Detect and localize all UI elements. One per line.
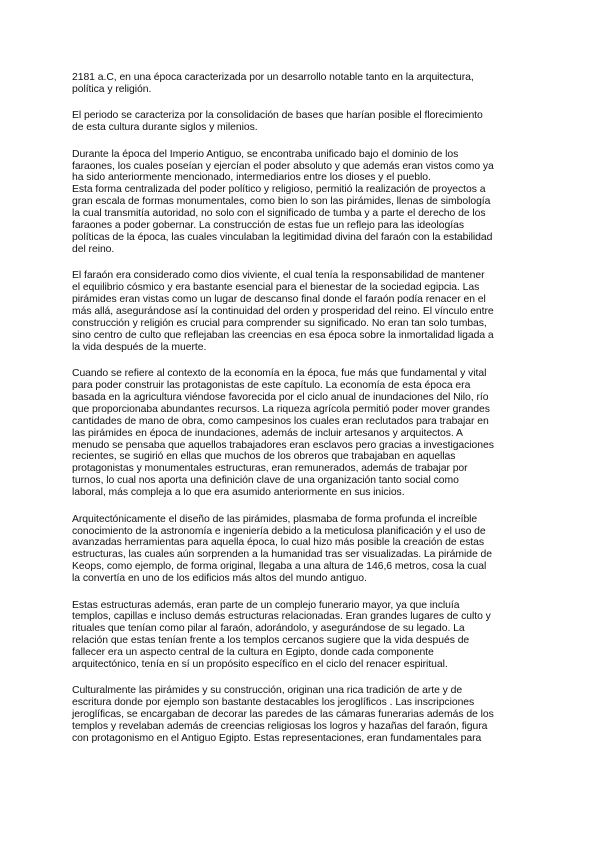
paragraph xyxy=(72,600,532,671)
text-line: de esta cultura durante siglos y milenios. xyxy=(72,122,258,134)
text-line: que proporcionaba abundantes recursos. La riqueza agrícola permitió poder mover grandes xyxy=(72,403,490,415)
text-line: la cual transmitía autoridad, no solo con el significado de tumba y a parte el derecho de los xyxy=(72,208,486,220)
text-line: basada en la agricultura viéndose favorecida por el ciclo anual de inundaciones del Nilo, río xyxy=(72,391,489,403)
paragraph xyxy=(72,685,532,745)
text-line: estructuras, las cuales aún sorprenden a la humanidad tras ser visualizadas. La pirámide de xyxy=(72,549,492,561)
paragraph xyxy=(72,149,532,256)
text-line: sino centro de culto que reflejaban las creencias en esa época sobre la inmortalidad ligada a xyxy=(72,329,494,341)
text-line: Esta forma centralizada del poder político y religioso, permitió la realización de proyectos a xyxy=(72,184,486,196)
text-line: escritura donde por ejemplo son bastante destacables los jeroglíficos . Las inscripciones xyxy=(72,697,475,709)
text-line: política y religión. xyxy=(72,83,152,95)
text-line: la vida después de la muerte. xyxy=(72,341,207,353)
text-line: Estas estructuras además, eran parte de un complejo funerario mayor, ya que incluía xyxy=(72,599,460,611)
text-line: fallecer era un aspecto central de la cultura en Egipto, donde cada componente xyxy=(72,647,434,659)
text-line: El faraón era considerado como dios viviente, el cual tenía la responsabilidad de mantener xyxy=(72,270,485,282)
paragraph xyxy=(72,368,532,499)
text-line: arquitectónico, tenía en sí un propósito específico en el ciclo del renacer espiritual. xyxy=(72,659,448,671)
text-line: más allá, asegurándose así la continuidad del orden y prosperidad del reino. El vínculo entre xyxy=(72,306,494,317)
text-line: Durante la época del Imperio Antiguo, se encontraba unificado bajo el dominio de los xyxy=(72,148,459,160)
text-line: pirámides eran vistas como un lugar de descanso final donde el faraón podía renacer en el xyxy=(72,294,486,306)
text-line: laboral, más compleja a lo que era asumido anteriormente en sus inicios. xyxy=(72,487,405,499)
text-line: Keops, como ejemplo, de forma original, llegaba a una altura de 146,6 metros, cosa la cual xyxy=(72,561,487,573)
text-line: relación que estas tenían frente a los templos cercanos sugiere que la vida después de xyxy=(72,635,470,647)
document-body xyxy=(72,72,532,760)
text-line: para poder construir las protagonistas de este capítulo. La economía de esta época era xyxy=(72,380,471,392)
text-line: ha sido anteriormente mencionado, intermediarios entre los dioses y el pueblo. xyxy=(72,172,431,184)
text-line: faraones, los cuales poseían y ejercían el poder absoluto y que además eran vistos como ya xyxy=(72,160,494,172)
text-line: protagonistas y monumentales estructuras, eran remunerados, además de trabajar por xyxy=(72,463,468,475)
text-line: la convertía en uno de los edificios más altos del mundo antiguo. xyxy=(72,573,367,585)
text-line: El periodo se caracteriza por la consolidación de bases que harían posible el florecimiento xyxy=(72,110,483,122)
text-line: Arquitectónicamente el diseño de las pirámides, plasmaba de forma profunda el increíble xyxy=(72,513,478,525)
paragraph xyxy=(72,72,532,96)
paragraph xyxy=(72,514,532,585)
text-line: gran escala de formas monumentales, como bien lo son las pirámides, llenas de simbología xyxy=(72,196,491,208)
text-line: cantidades de mano de obra, como campesinos los cuales eran reclutados para trabajar en xyxy=(72,415,489,427)
paragraph xyxy=(72,270,532,353)
text-line: faraones a poder gobernar. La construcción de estas fue un reflejo para las ideologías xyxy=(72,220,464,232)
text-line: conocimiento de la astronomía e ingeniería debido a la meticulosa planificación y el uso de xyxy=(72,525,486,537)
text-line: Cuando se refiere al contexto de la economía en la época, fue más que fundamental y vital xyxy=(72,368,487,380)
paragraph xyxy=(72,110,532,134)
text-line: del reino. xyxy=(72,243,115,255)
text-line: templos, capillas e incluso demás estructuras relacionadas. Eran grandes lugares de culto y xyxy=(72,611,491,623)
text-line: recientes, se sugirió en ellas que muchos de los obreros que trabajaban en aquellas xyxy=(72,451,456,463)
text-line: jeroglíficas, se encargaban de decorar las paredes de las cámaras funerarias además de los xyxy=(72,709,494,721)
text-line: con protagonismo en el Antiguo Egipto. Estas representaciones, eran fundamentales para xyxy=(72,733,482,745)
text-line: templos y revelaban además de creencias religiosas los logros y hazañas del faraón, figura xyxy=(72,721,488,733)
text-line: Culturalmente las pirámides y su construcción, originan una rica tradición de arte y de xyxy=(72,685,463,697)
text-line: rituales que tenían como pilar al faraón, adorándolo, y asegurándose de su legado. La xyxy=(72,623,465,635)
text-line: las pirámides en época de inundaciones, además de incluir artesanos y arquitectos. A xyxy=(72,427,463,439)
text-line: el equilibrio cósmico y era bastante esencial para el bienestar de la sociedad egipcia. Las xyxy=(72,282,480,294)
text-line: menudo se pensaba que aquellos trabajadores eran esclavos pero gracias a investigaciones xyxy=(72,439,494,451)
text-line: 2181 a.C, en una época caracterizada por un desarrollo notable tanto en la arquitectura, xyxy=(72,72,474,83)
text-line: avanzadas herramientas para aquella época, lo cual hizo más posible la creación de estas xyxy=(72,537,485,549)
text-line: políticas de la época, las cuales vinculaban la legitimidad divina del faraón con la estabilidad xyxy=(72,231,493,243)
text-line: turnos, lo cual nos aporta una definición clave de una organización tanto social como xyxy=(72,475,459,487)
text-line: construcción y religión es crucial para comprender su significado. No eran tan solo tumbas, xyxy=(72,317,487,329)
